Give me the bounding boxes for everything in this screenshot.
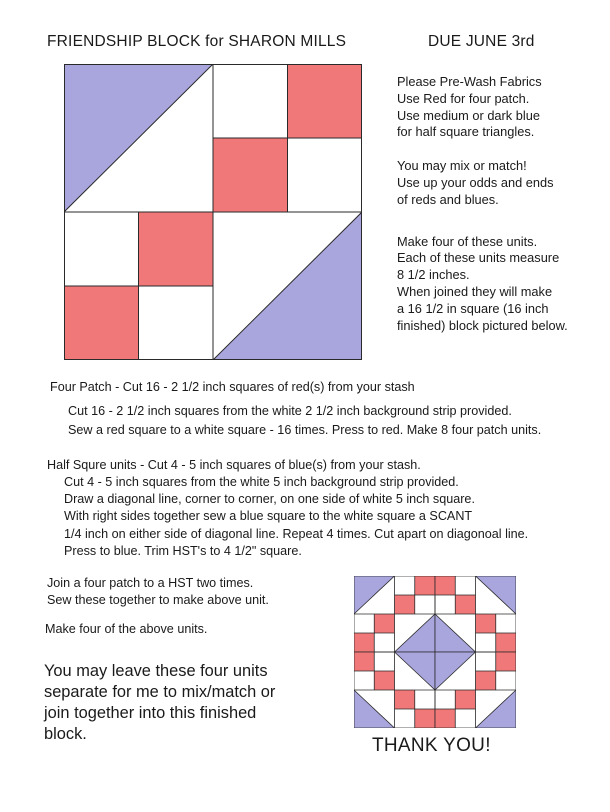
block-red-square	[395, 595, 415, 614]
closing-line: block.	[44, 725, 87, 743]
block-red-square	[415, 576, 435, 595]
instruction-line: Press to blue. Trim HST's to 4 1/2" square.	[64, 543, 302, 558]
instruction-line: Sew a red square to a white square - 16 times. Press to red. Make 8 four patch units.	[68, 423, 542, 437]
instruction-line: Cut 16 - 2 1/2 inch squares from the white 2 1/2 inch background strip provided.	[68, 404, 512, 418]
closing-line: separate for me to mix/match or	[44, 683, 276, 701]
finished-block-diagram	[354, 576, 516, 728]
note-line: finished) block pictured below.	[397, 317, 568, 333]
block-red-square	[496, 652, 516, 671]
instruction-line: Sew these together to make above unit.	[47, 593, 269, 608]
note-line: Use medium or dark blue	[397, 107, 540, 123]
block-title: FRIENDSHIP BLOCK for SHARON MILLS	[47, 33, 347, 50]
note-line: for half square triangles.	[397, 124, 535, 140]
closing-note	[44, 661, 275, 745]
block-red-square	[455, 690, 475, 709]
closing-line: You may leave these four units	[44, 662, 268, 680]
instruction-line: Draw a diagonal line, corner to corner, on one side of white 5 inch square.	[64, 492, 475, 507]
block-red-square	[496, 633, 516, 652]
note-line: 8 1/2 inches.	[397, 267, 470, 283]
thank-you: THANK YOU!	[372, 735, 491, 756]
block-red-square	[374, 614, 394, 633]
unit-diagram	[64, 64, 362, 360]
instruction-line: 1/4 inch on either side of diagonal line. Repeat 4 times. Cut apart on diagonoal line.	[64, 526, 529, 541]
note-line: of reds and blues.	[397, 191, 499, 207]
block-red-square	[455, 595, 475, 614]
block-red-square	[476, 671, 496, 690]
note-line: You may mix or match!	[397, 158, 527, 174]
unit-red-square	[213, 138, 288, 212]
assembly-steps	[47, 575, 269, 610]
block-red-square	[354, 652, 374, 671]
note-line: Make four of these units.	[397, 233, 538, 249]
side-notes	[397, 74, 568, 334]
instruction-line: With right sides together sew a blue square to the white square a SCANT	[64, 509, 473, 524]
block-red-square	[374, 671, 394, 690]
closing-line: join together into this finished	[44, 704, 257, 722]
unit-red-square	[288, 64, 363, 138]
four-patch-steps	[68, 402, 541, 440]
block-red-square	[395, 690, 415, 709]
note-line: Use up your odds and ends	[397, 174, 554, 190]
unit-red-square	[139, 212, 214, 286]
unit-red-square	[64, 286, 139, 360]
four-patch-heading: Four Patch - Cut 16 - 2 1/2 inch squares of red(s) from your stash	[50, 380, 415, 394]
half-square-steps	[64, 474, 528, 560]
block-red-square	[435, 576, 455, 595]
note-line: When joined they will make	[397, 283, 553, 299]
note-line: Please Pre-Wash Fabrics	[397, 74, 542, 89]
half-square-heading: Half Squre units - Cut 4 - 5 inch squares of blue(s) from your stash.	[47, 458, 421, 472]
instruction-line: Join a four patch to a HST two times.	[47, 576, 254, 590]
block-red-square	[435, 709, 455, 728]
block-red-square	[415, 709, 435, 728]
block-red-square	[354, 633, 374, 652]
note-line: Use Red for four patch.	[397, 90, 530, 106]
note-line: Each of these units measure	[397, 250, 560, 266]
due-date: DUE JUNE 3rd	[428, 33, 535, 50]
instruction-line: Cut 4 - 5 inch squares from the white 5 inch background strip provided.	[64, 475, 459, 489]
make-four-note: Make four of the above units.	[45, 622, 208, 636]
note-line: a 16 1/2 in square (16 inch	[397, 300, 549, 316]
block-red-square	[476, 614, 496, 633]
